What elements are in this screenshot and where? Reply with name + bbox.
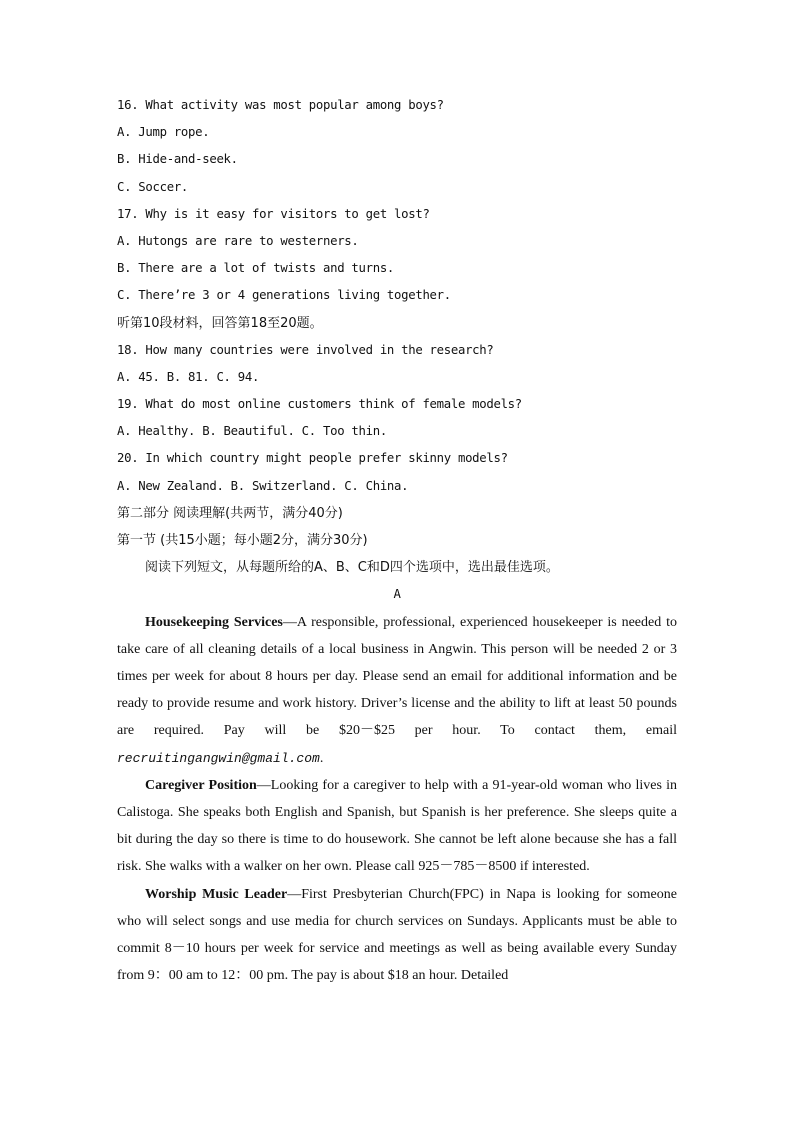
ad-worship-music [117,881,677,990]
exam-page [117,92,677,989]
ad-housekeeping-end: . [319,750,324,766]
contact-email: recruitingangwin@gmail.com [117,750,320,766]
q19-options: A. Healthy. B. Beautiful. C. Too thin. [117,424,387,439]
question-18: 18. How many countries were involved in the research? [117,342,494,357]
ad-housekeeping-title: Housekeeping Services [145,614,283,630]
part2-title: 第二部分 阅读理解(共两节，满分40分) [117,505,343,521]
ad-caregiver-title: Caregiver Position [145,777,257,793]
question-20: 20. In which country might people prefer skinny models? [117,451,508,466]
section1-title: 第一节 (共15小题；每小题2分，满分30分) [117,533,368,548]
ad-worship-title: Worship Music Leader [145,886,288,902]
q17-option-c: C. There’re 3 or 4 generations living together. [117,288,451,303]
q16-option-a: A. Jump rope. [117,125,210,140]
ad-worship-body: —First Presbyterian Church(FPC) in Napa is looking for someone who will select songs and use media for church services on Sundays. Applicants must be able to commit 8－10 hours per week for service and meetings as well as being available every Sunday from 9：00 am to 12：00 pm. The pay is about $18 an hour. Detailed [117,886,677,984]
q20-options: A. New Zealand. B. Switzerland. C. China. [117,478,409,493]
q17-option-b: B. There are a lot of twists and turns. [117,261,395,276]
q18-options: A. 45. B. 81. C. 94. [117,369,260,384]
question-16: 16. What activity was most popular among boys? [117,98,444,112]
ad-housekeeping-body: —A responsible, professional, experienced housekeeper is needed to take care of all cleaning details of a local business in Angwin. This person will be needed 2 or 3 times per week for about 8 hours per day. Please send an email for additional information and be ready to provide resume and work history. Driver’s license and the ability to lift at least 50 pounds are required. Pay will be $20－$25 per hour. To contact them, email [117,614,677,739]
q16-option-c: C. Soccer. [117,179,189,194]
passage-label: A [393,587,401,602]
question-17: 17. Why is it easy for visitors to get lost? [117,206,430,221]
ad-caregiver [117,772,677,881]
reading-instruction: 阅读下列短文，从每题所给的A、B、C和D四个选项中，选出最佳选项。 [145,560,559,576]
ad-housekeeping [117,609,677,772]
q16-option-b: B. Hide-and-seek. [117,152,238,167]
q17-option-a: A. Hutongs are rare to westerners. [117,233,359,248]
ad-caregiver-body: —Looking for a caregiver to help with a 91-year-old woman who lives in Calistoga. She speaks both English and Spanish, but Spanish is her preference. She sleeps quite a bit during the day so there is time to do housework. She cannot be left alone because she has a fall risk. She walks with a walker on her own. Please call 925－785－8500 if interested. [117,777,677,875]
question-19: 19. What do most online customers think of female models? [117,397,522,412]
section10-intro: 听第10段材料，回答第18至20题。 [117,315,323,331]
